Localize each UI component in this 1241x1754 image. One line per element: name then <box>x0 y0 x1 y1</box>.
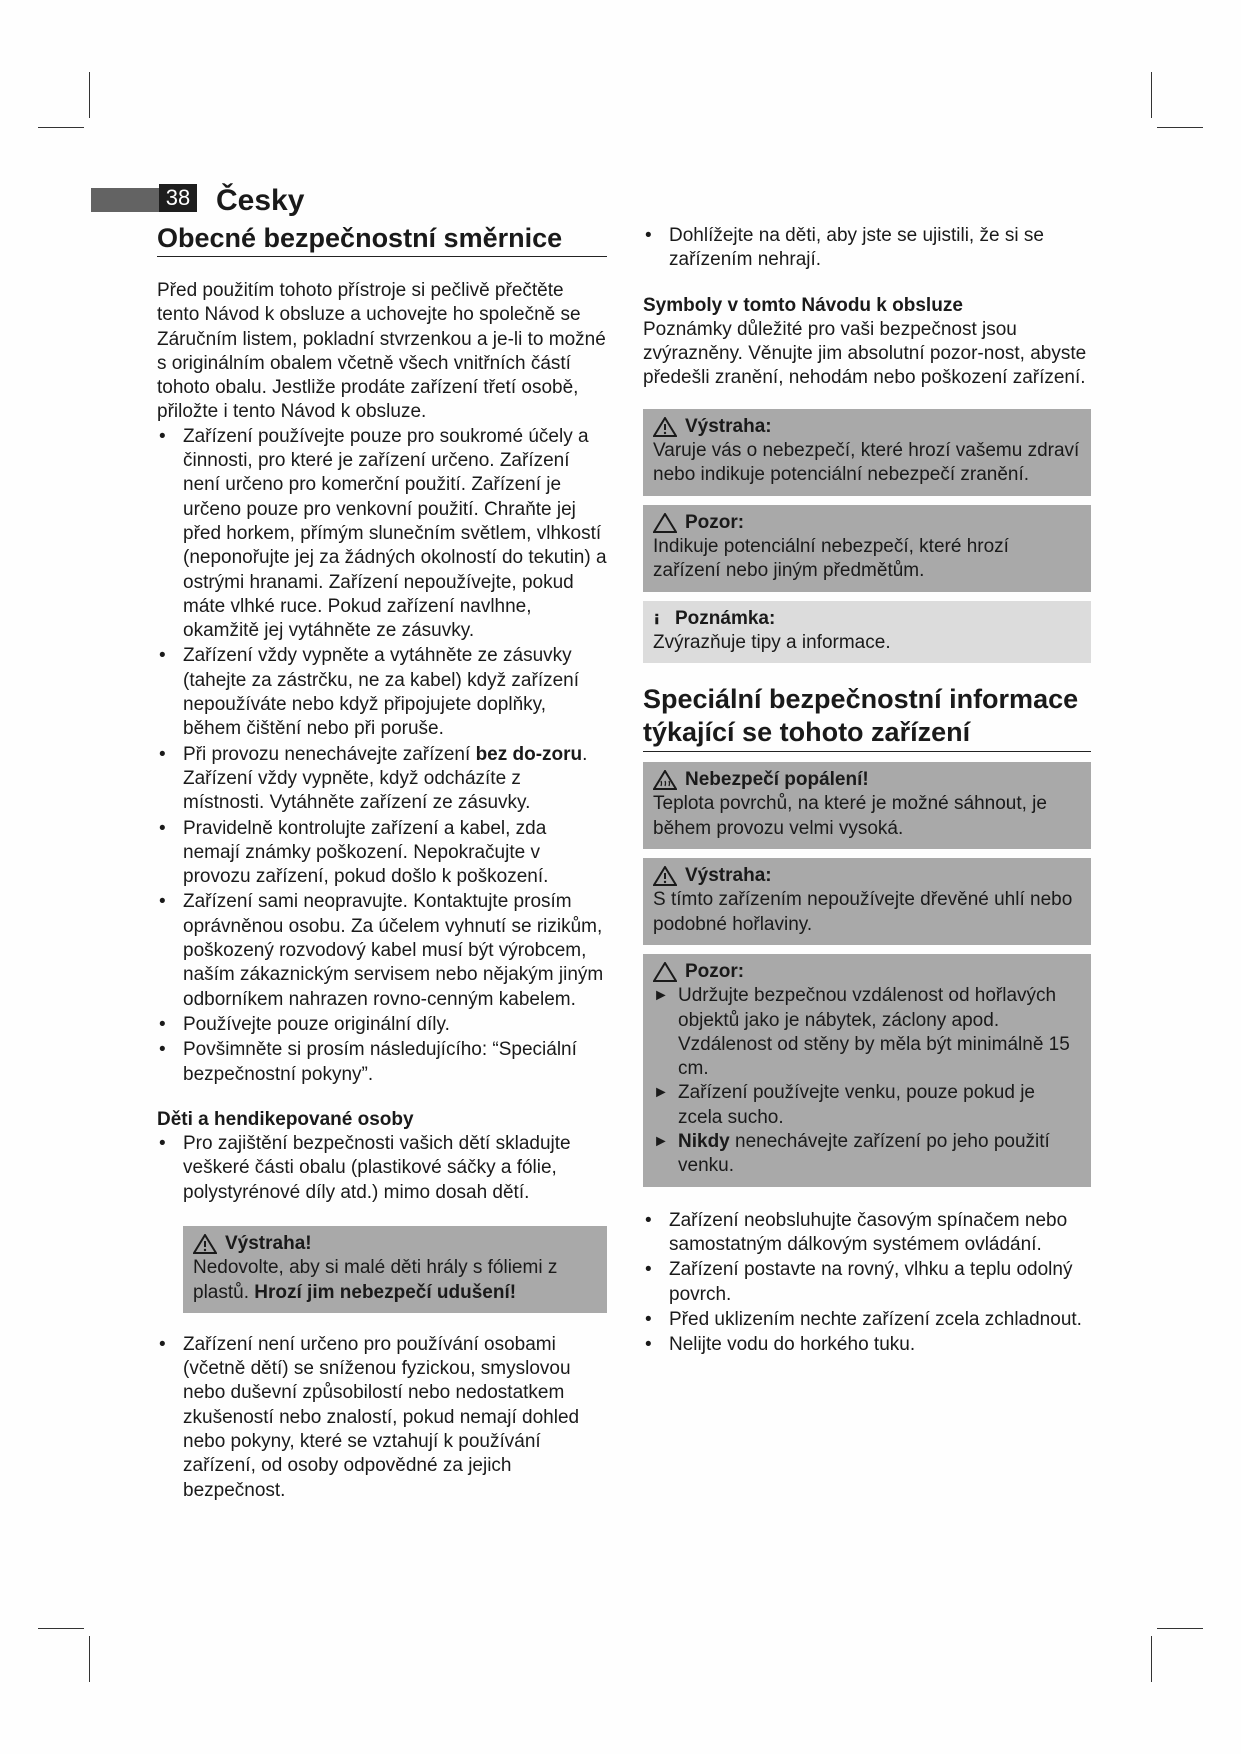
box-title <box>653 607 1081 631</box>
box-title-text: Výstraha! <box>225 1232 312 1254</box>
text-span: Nedovolte, aby si malé děti hrály s fóliemi z plastů. <box>193 1257 558 1303</box>
box-title-text: Výstraha: <box>685 415 772 437</box>
box-title <box>653 960 1081 984</box>
subheading-symbols: Symboly v tomto Návodu k obsluze <box>643 294 963 316</box>
box-title-text: Výstraha: <box>685 865 772 887</box>
crop-mark <box>38 1628 84 1629</box>
crop-mark <box>1157 1628 1203 1629</box>
text-span: Při provozu nenechávejte zařízení <box>183 743 476 765</box>
caution-icon <box>653 513 677 533</box>
caution-box <box>643 954 1091 1187</box>
list-item: • Nelijte vodu do horkého tuku. <box>643 1333 1091 1357</box>
warning-box <box>183 1226 607 1313</box>
list-item: ► Zařízení používejte venku, pouze pokud je zcela sucho. <box>653 1081 1081 1130</box>
emphasis: Hrozí jim nebezpečí udušení! <box>254 1281 517 1303</box>
list-item: • Zařízení vždy vypněte a vytáhněte ze zásuvky (tahejte za zástrčku, ne za kabel) když zařízení nepoužíváte nebo když připojujete doplňky, během čištění nebo při poruše. <box>157 644 607 741</box>
subheading-children: Děti a hendikepované osoby <box>157 1108 414 1130</box>
list-item: • Pravidelně kontrolujte zařízení a kabel, zda nemají známky poškození. Nepokračujte v provozu zařízení, pokud došlo k poškození. <box>157 817 607 890</box>
hot-surface-icon <box>653 770 677 790</box>
box-title <box>653 864 1081 888</box>
crop-mark <box>89 72 90 118</box>
emphasis: Nikdy <box>678 1131 730 1153</box>
safety-list <box>157 425 607 1087</box>
list-item: • Pro zajištění bezpečnosti vašich dětí skladujte veškeré části obalu (plastikové sáčky a fólie, polystyrénové díly atd.) mimo dosah dětí. <box>157 1132 607 1205</box>
list-item: • Zařízení používejte pouze pro soukromé účely a činnosti, pro které je zařízení určeno. Zařízení není určeno pro komerční použití. Zařízení je určeno pouze pro venkovní použití. Chraňte jej před horkem, přímým slunečním světlem, vlhkostí (neponořujte jej za žádných okolností do tekutin) a ostrými hranami. Zařízení nepoužívejte, pokud máte vlhké ruce. Pokud zařízení navlhne, okamžitě jej vytáhněte ze zásuvky. <box>157 425 607 644</box>
section-heading: Obecné bezpečnostní směrnice <box>157 222 607 257</box>
list-item: • Před uklizením nechte zařízení zcela zchladnout. <box>643 1308 1091 1332</box>
list-item <box>157 743 607 816</box>
right-column <box>643 224 1091 1358</box>
box-title-text: Poznámka: <box>675 607 776 629</box>
page-number: 38 <box>159 184 197 212</box>
info-icon <box>653 609 667 629</box>
list-item <box>653 1130 1081 1179</box>
caution-list <box>653 984 1081 1178</box>
crop-mark <box>1157 127 1203 128</box>
crop-mark <box>89 1636 90 1682</box>
caution-icon <box>653 962 677 982</box>
list-item: • Dohlížejte na děti, aby jste se ujistili, že si se zařízením nehrají. <box>643 224 1091 273</box>
symbols-paragraph: Poznámky důležité pro vaši bezpečnost jsou zvýrazněny. Věnujte jim absolutní pozor-nost, abyste předešli zranění, nehodám nebo poškození zařízení. <box>643 318 1087 389</box>
box-text: Varuje vás o nebezpečí, které hrozí vašemu zdraví nebo indikuje potenciální nebezpečí zranění. <box>653 440 1080 486</box>
crop-mark <box>1151 72 1152 118</box>
warning-icon <box>653 866 677 886</box>
list-item: ► Udržujte bezpečnou vzdálenost od hořlavých objektů jako je nábytek, záclony apod. Vzdálenost od stěny by měla být minimálně 15 cm. <box>653 984 1081 1081</box>
box-title <box>193 1232 597 1256</box>
box-title-text: Nebezpečí popálení! <box>685 769 869 791</box>
text-span: . Zařízení vždy vypněte, když odcházíte z místnosti. Vytáhněte zařízení ze zásuvky. <box>183 743 588 814</box>
children-list <box>157 1132 607 1205</box>
box-text <box>193 1256 597 1305</box>
list-item: • Používejte pouze originální díly. <box>157 1013 607 1037</box>
left-column <box>157 222 607 1504</box>
burn-warning-box <box>643 762 1091 849</box>
list-item: • Zařízení postavte na rovný, vlhku a teplu odolný povrch. <box>643 1258 1091 1307</box>
box-title <box>653 415 1081 439</box>
emphasis: bez do-zoru <box>475 743 583 765</box>
crop-mark <box>1151 1636 1152 1682</box>
box-title <box>653 768 1081 792</box>
note-box <box>643 601 1091 664</box>
box-title <box>653 511 1081 535</box>
list-item: • Zařízení sami neopravujte. Kontaktujte prosím oprávněnou osobu. Za účelem vyhnutí se rizikům, poškozený rozvodový kabel musí být výrobcem, naším zákaznickým servisem nebo nějakým jiným odborníkem nahrazen rovno-cenným kabelem. <box>157 890 607 1011</box>
bottom-list <box>643 1209 1091 1358</box>
capacity-list <box>157 1333 607 1503</box>
language-title: Česky <box>216 184 305 217</box>
list-item: • Zařízení není určeno pro používání osobami (včetně dětí) se sníženou fyzickou, smyslovou nebo duševní způsobilostí nebo nedostatkem zkušeností nebo znalostí, pokud nemají dohled nebo pokyny, které se vztahují k používání zařízení, od osoby odpovědné za jejich bezpečnost. <box>157 1333 607 1503</box>
box-text: S tímto zařízením nepoužívejte dřevěné uhlí nebo podobné hořlaviny. <box>653 889 1073 935</box>
list-item: • Zařízení neobsluhujte časovým spínačem nebo samostatným dálkovým systémem ovládání. <box>643 1209 1091 1258</box>
text-span: nenechávejte zařízení po jeho použití venku. <box>678 1131 1050 1177</box>
box-title-text: Pozor: <box>685 960 745 982</box>
crop-mark <box>38 127 84 128</box>
intro-paragraph: Před použitím tohoto přístroje si pečlivě přečtěte tento Návod k obsluze a uchovejte ho společně se Záručním listem, pokladní stvrzenkou a je-li to možné s originálním obalem včetně všech vnitřních částí tohoto obalu. Jestliže prodáte zařízení třetí osobě, přiložte i tento Návod k obsluze. <box>157 280 606 423</box>
box-text: Indikuje potenciální nebezpečí, které hrozí zařízení nebo jiným předmětům. <box>653 535 1009 582</box>
box-text: Zvýrazňuje tipy a informace. <box>653 631 891 653</box>
warning-icon <box>193 1234 217 1254</box>
warning-box <box>643 858 1091 945</box>
list-item: • Povšimněte si prosím následujícího: “Speciální bezpečnostní pokyny”. <box>157 1038 607 1087</box>
supervision-list <box>643 224 1091 273</box>
warning-icon <box>653 417 677 437</box>
caution-box <box>643 505 1091 592</box>
box-text: Teplota povrchů, na které je možné sáhnout, je během provozu velmi vysoká. <box>653 793 1047 839</box>
box-title-text: Pozor: <box>685 511 745 533</box>
section-heading-special: Speciální bezpečnostní informace týkající se tohoto zařízení <box>643 683 1091 752</box>
warning-box <box>643 409 1091 496</box>
